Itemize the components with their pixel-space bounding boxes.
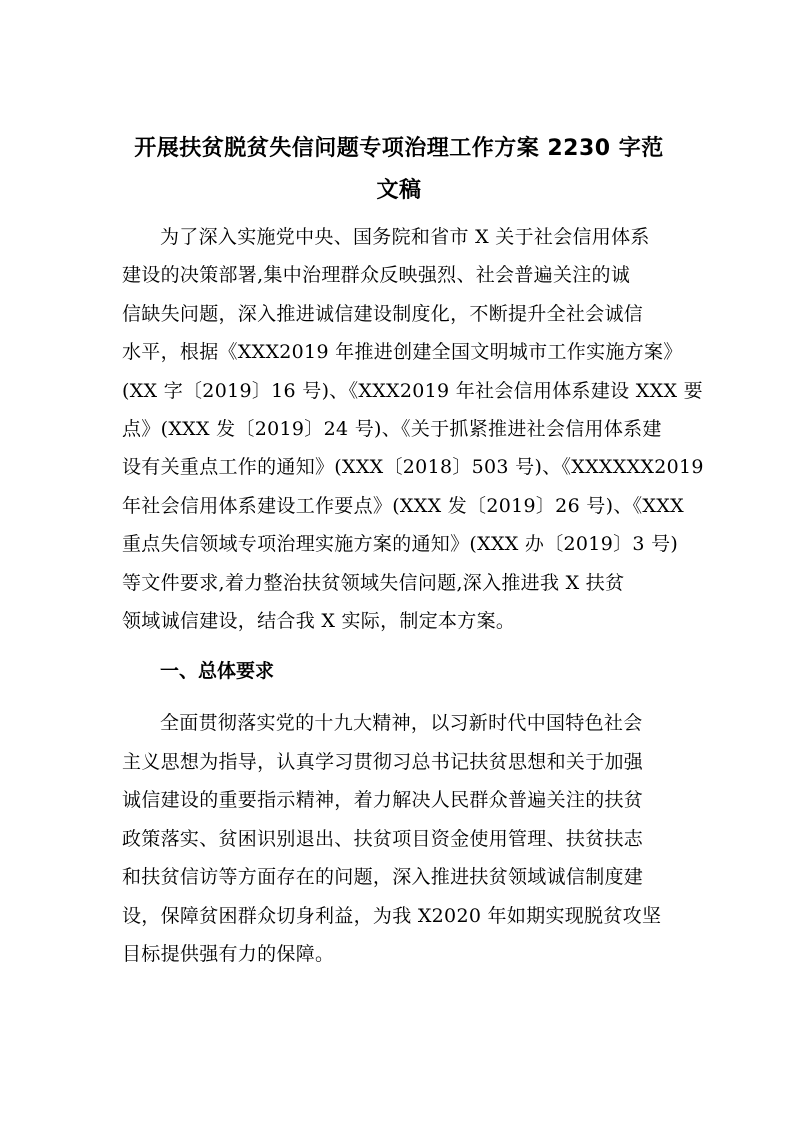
paragraph-line: 年社会信用体系建设工作要点》(XXX 发〔2019〕26 号)、《XXX [122,494,684,517]
paragraph-line: 和扶贫信访等方面存在的问题，深入推进扶贫领域诚信制度建 [122,866,644,889]
paragraph-line: 水平，根据《XXX2019 年推进创建全国文明城市工作实施方案》 [122,341,683,364]
paragraph-line: 等文件要求,着力整治扶贫领域失信问题,深入推进我 X 扶贫 [122,571,625,594]
paragraph-line: (XX 字〔2019〕16 号)、《XXX2019 年社会信用体系建设 XXX 要 [122,379,703,402]
paragraph-line: 全面贯彻落实党的十九大精神，以习新时代中国特色社会 [160,712,643,735]
paragraph-line: 政策落实、贫困识别退出、扶贫项目资金使用管理、扶贫扶志 [122,827,644,850]
paragraph-line: 信缺失问题，深入推进诚信建设制度化，不断提升全社会诚信 [122,302,644,325]
title-line: 文稿 [376,178,422,203]
paragraph-line: 点》(XXX 发〔2019〕24 号)、《关于抓紧推进社会信用体系建 [122,418,662,441]
paragraph-line: 设，保障贫困群众切身利益，为我 X2020 年如期实现脱贫攻坚 [122,904,662,927]
paragraph-line: 重点失信领域专项治理实施方案的通知》(XXX 办〔2019〕3 号) [122,533,679,556]
paragraph-line: 设有关重点工作的通知》(XXX〔2018〕503 号)、《XXXXXX2019 [122,456,704,479]
paragraph-line: 目标提供强有力的保障。 [122,942,335,965]
paragraph-line: 诚信建设的重要指示精神，着力解决人民群众普遍关注的扶贫 [122,789,644,812]
paragraph-line: 为了深入实施党中央、国务院和省市 X 关于社会信用体系 [160,226,650,248]
requirements-paragraph [122,704,676,973]
document-title [122,128,676,212]
paragraph-line: 主义思想为指导，认真学习贯彻习总书记扶贫思想和关于加强 [122,750,644,773]
title-line: 开展扶贫脱贫失信问题专项治理工作方案 2230 字范 [134,136,664,161]
section-heading: 一、总体要求 [160,660,275,683]
paragraph-line: 建设的决策部署,集中治理群众反映强烈、社会普遍关注的诚 [122,264,631,287]
paragraph-line: 领域诚信建设，结合我 X 实际，制定本方案。 [122,610,516,633]
intro-paragraph [122,218,704,640]
